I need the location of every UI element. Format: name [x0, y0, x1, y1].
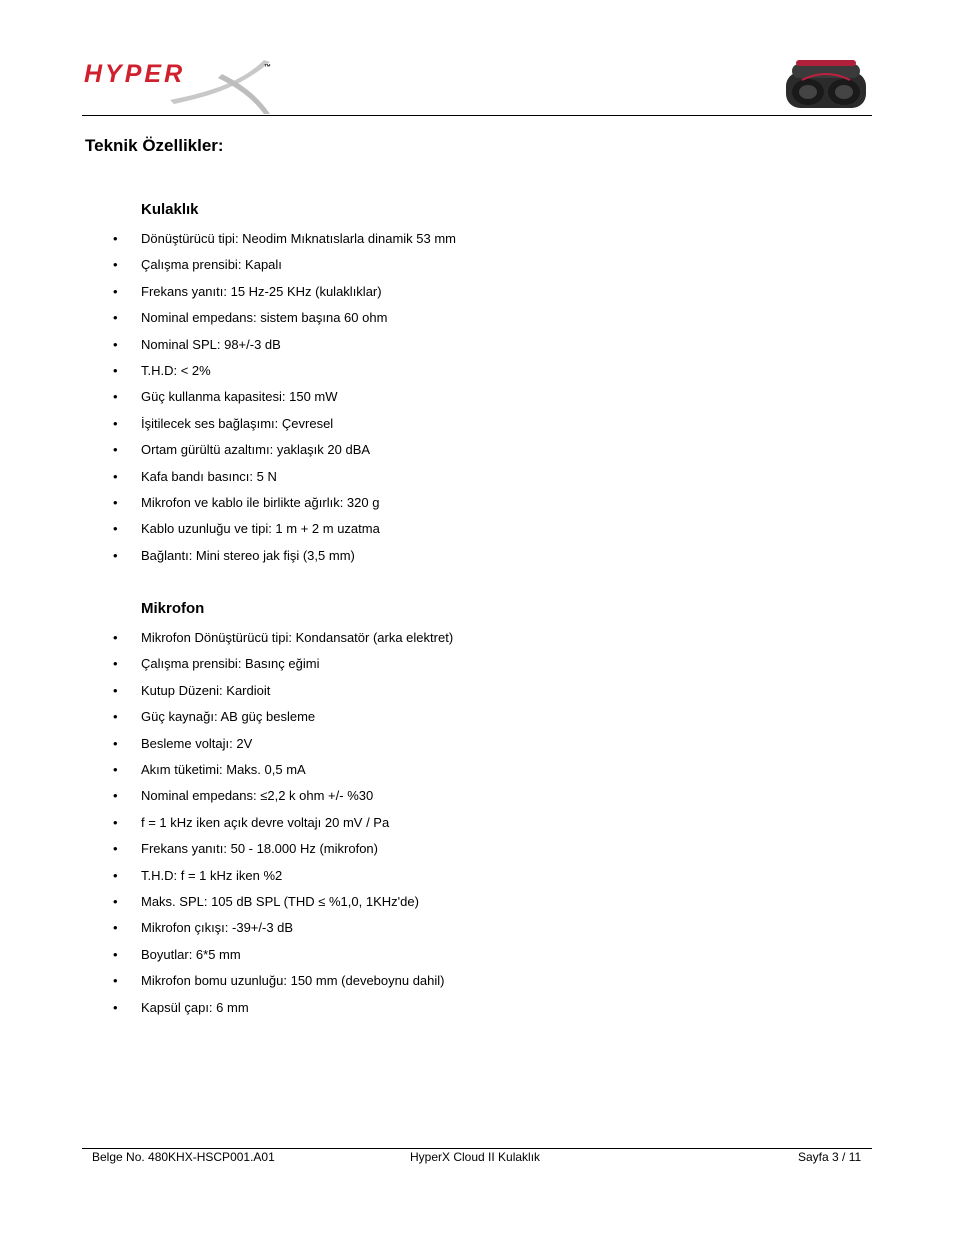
list-item-text: Maks. SPL: 105 dB SPL (THD ≤ %1,0, 1KHz'de): [141, 894, 419, 909]
bullet-icon: •: [113, 762, 118, 777]
list-item-text: Çalışma prensibi: Basınç eğimi: [141, 656, 320, 672]
bullet-icon: •: [113, 231, 118, 246]
list-item-text: Kapsül çapı: 6 mm: [141, 999, 249, 1015]
bullet-icon: •: [113, 336, 118, 352]
list-item-text: Boyutlar: 6*5 mm: [141, 946, 241, 962]
section-heading-microphone: Mikrofon: [141, 600, 205, 617]
list-item-text: Mikrofon çıkışı: -39+/-3 dB: [141, 920, 294, 936]
list-item-text: Kablo uzunluğu ve tipi: 1 m + 2 m uzatma: [141, 521, 380, 537]
bullet-icon: •: [113, 999, 118, 1015]
list-item-text: Dönüştürücü tipi: Neodim Mıknatıslarla dinamik 53 mm: [141, 231, 457, 246]
bullet-icon: •: [113, 946, 118, 962]
list-item-text: Nominal empedans: ≤2,2 k ohm +/- %30: [141, 788, 374, 804]
bullet-icon: •: [113, 656, 118, 672]
list-item-text: Ortam gürültü azaltımı: yaklaşık 20 dBA: [141, 442, 371, 458]
bullet-icon: •: [113, 495, 118, 510]
bullet-icon: •: [113, 682, 118, 698]
bullet-icon: •: [113, 867, 118, 883]
bullet-icon: •: [113, 283, 118, 299]
bullet-icon: •: [113, 442, 118, 458]
footer-page-number: Sayfa 3 / 11: [798, 1150, 862, 1164]
bullet-icon: •: [113, 468, 118, 484]
list-item-text: Akım tüketimi: Maks. 0,5 mA: [141, 762, 306, 777]
list-item-text: Çalışma prensibi: Kapalı: [141, 257, 282, 273]
list-item-text: f = 1 kHz iken açık devre voltajı 20 mV / Pa: [141, 814, 390, 830]
bullet-icon: •: [113, 735, 118, 751]
headset-image: [782, 54, 870, 112]
footer-divider: [82, 1148, 872, 1149]
section-heading-headphones: Kulaklık: [141, 201, 199, 218]
bullet-icon: •: [113, 630, 118, 645]
bullet-icon: •: [113, 363, 118, 378]
bullet-icon: •: [113, 709, 118, 725]
list-item-text: Mikrofon ve kablo ile birlikte ağırlık: 320 g: [141, 495, 380, 510]
bullet-icon: •: [113, 257, 118, 273]
list-item-text: Kafa bandı basıncı: 5 N: [141, 468, 277, 484]
bullet-icon: •: [113, 920, 118, 936]
logo-wordmark: HYPER: [84, 60, 186, 88]
list-item-text: Frekans yanıtı: 50 - 18.000 Hz (mikrofon): [141, 841, 378, 857]
bullet-icon: •: [113, 547, 118, 563]
list-item-text: Mikrofon bomu uzunluğu: 150 mm (deveboynu dahil): [141, 973, 445, 989]
footer-product-name: HyperX Cloud II Kulaklık: [410, 1150, 541, 1164]
list-item-text: Nominal empedans: sistem başına 60 ohm: [141, 310, 388, 326]
page-header: [82, 52, 872, 116]
header-divider: [82, 115, 872, 116]
bullet-icon: •: [113, 894, 118, 909]
bullet-icon: •: [113, 389, 118, 405]
trademark-mark: ™: [264, 64, 271, 71]
bullet-icon: •: [113, 814, 118, 830]
list-item-text: Bağlantı: Mini stereo jak fişi (3,5 mm): [141, 547, 355, 563]
list-item-text: T.H.D: < 2%: [141, 363, 211, 378]
bullet-icon: •: [113, 415, 118, 431]
list-item-text: Kutup Düzeni: Kardioit: [141, 682, 271, 698]
list-item-text: Güç kullanma kapasitesi: 150 mW: [141, 389, 338, 405]
footer-document-number: Belge No. 480KHX-HSCP001.A01: [92, 1150, 275, 1164]
list-item-text: İşitilecek ses bağlaşımı: Çevresel: [141, 415, 334, 431]
hyperx-logo: [82, 56, 282, 116]
bullet-icon: •: [113, 841, 118, 857]
bullet-icon: •: [113, 788, 118, 804]
list-item-text: T.H.D: f = 1 kHz iken %2: [141, 867, 283, 883]
bullet-icon: •: [113, 310, 118, 326]
list-item-text: Besleme voltajı: 2V: [141, 735, 253, 751]
list-item-text: Güç kaynağı: AB güç besleme: [141, 709, 316, 725]
bullet-icon: •: [113, 973, 118, 989]
list-item-text: Mikrofon Dönüştürücü tipi: Kondansatör (arka elektret): [141, 630, 454, 645]
list-item-text: Nominal SPL: 98+/-3 dB: [141, 336, 281, 352]
list-item-text: Frekans yanıtı: 15 Hz-25 KHz (kulaklıklar): [141, 283, 382, 299]
bullet-icon: •: [113, 521, 118, 537]
headset-icon: [782, 54, 870, 112]
page-title: Teknik Özellikler:: [85, 136, 224, 155]
